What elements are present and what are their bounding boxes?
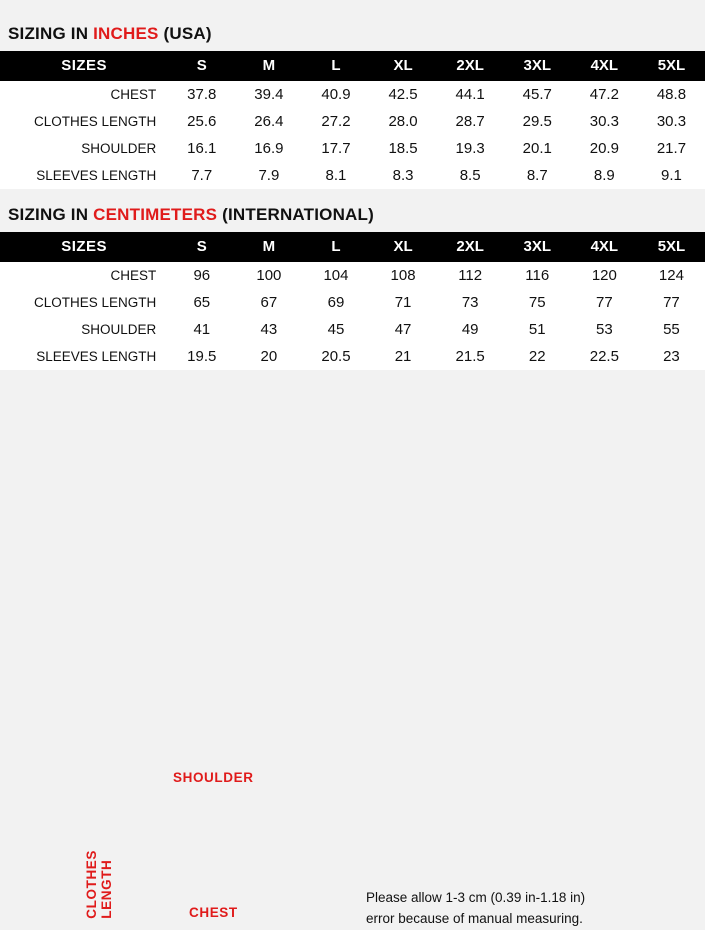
cell: 30.3 xyxy=(656,113,687,130)
centimeters-section-title xyxy=(4,205,374,225)
inches-title-prefix: SIZING IN xyxy=(8,24,94,43)
cell: 44.1 xyxy=(455,86,485,103)
cell: 37.8 xyxy=(187,86,217,103)
row-label-chest: CHEST xyxy=(110,87,157,102)
table-row xyxy=(0,135,705,162)
column-header-3xl: 3XL xyxy=(523,238,551,255)
cell: 96 xyxy=(193,267,211,284)
cell: 49 xyxy=(461,321,479,338)
cell: 7.7 xyxy=(191,167,213,184)
size-table-centimeters xyxy=(0,232,705,370)
cell: 28.0 xyxy=(388,113,418,130)
cell: 8.1 xyxy=(325,167,347,184)
cell: 42.5 xyxy=(388,86,418,103)
cell: 51 xyxy=(528,321,546,338)
column-header-5xl: 5XL xyxy=(657,238,686,255)
cell: 108 xyxy=(390,267,416,284)
cell: 77 xyxy=(663,294,680,311)
cell: 120 xyxy=(591,267,617,284)
cell: 16.9 xyxy=(254,140,284,157)
cell: 8.7 xyxy=(526,167,548,184)
cell: 55 xyxy=(663,321,680,338)
row-label-sleeves-length: SLEEVES LENGTH xyxy=(36,349,157,364)
row-label-chest: CHEST xyxy=(110,268,157,283)
cell: 21.5 xyxy=(455,348,485,365)
note-line-2: error because of manual measuring. xyxy=(366,910,583,926)
cell: 22.5 xyxy=(589,348,619,365)
row-label-clothes-length: CLOTHES LENGTH xyxy=(33,114,157,129)
tshirt-diagram-svg xyxy=(0,380,705,660)
cell: 20.9 xyxy=(589,140,619,157)
cell: 45 xyxy=(327,321,345,338)
note-line-1: Please allow 1-3 cm (0.39 in-1.18 in) xyxy=(366,890,586,905)
column-header-xl: XL xyxy=(393,57,413,74)
cell: 116 xyxy=(525,267,550,284)
cell: 8.9 xyxy=(593,167,615,184)
column-header-sizes: SIZES xyxy=(61,57,108,74)
cm-title-suffix: (INTERNATIONAL) xyxy=(217,205,374,224)
size-table-inches xyxy=(0,51,705,189)
table-header-row xyxy=(0,232,705,262)
inches-section-title xyxy=(4,24,212,44)
cell: 17.7 xyxy=(321,140,351,157)
cell: 9.1 xyxy=(661,167,682,184)
table-row xyxy=(0,289,705,316)
cell: 67 xyxy=(260,294,278,311)
column-header-s: S xyxy=(196,57,207,74)
column-header-m: M xyxy=(262,57,276,74)
column-header-2xl: 2XL xyxy=(456,57,484,74)
row-label-shoulder: SHOULDER xyxy=(81,141,157,156)
cell: 30.3 xyxy=(589,113,619,130)
row-label-clothes-length: CLOTHES LENGTH xyxy=(33,295,157,310)
cell: 77 xyxy=(596,294,613,311)
cell: 43 xyxy=(260,321,278,338)
cell: 29.5 xyxy=(522,113,552,130)
cell: 19.5 xyxy=(187,348,217,365)
table-row xyxy=(0,162,705,189)
cell: 25.6 xyxy=(187,113,217,130)
cell: 112 xyxy=(458,267,483,284)
cell: 27.2 xyxy=(321,113,351,130)
cell: 20.1 xyxy=(522,140,552,157)
cell: 65 xyxy=(193,294,211,311)
measurement-note xyxy=(366,888,666,930)
column-header-2xl: 2XL xyxy=(456,238,484,255)
cell: 40.9 xyxy=(321,86,351,103)
cell: 16.1 xyxy=(187,140,217,157)
cell: 28.7 xyxy=(455,113,485,130)
column-header-4xl: 4XL xyxy=(590,57,619,74)
table-row xyxy=(0,262,705,289)
column-header-sizes: SIZES xyxy=(61,238,108,255)
column-header-s: S xyxy=(196,238,207,255)
cell: 8.5 xyxy=(459,167,481,184)
cell: 8.3 xyxy=(392,167,414,184)
cell: 48.8 xyxy=(656,86,687,103)
table-header-row xyxy=(0,51,705,81)
column-header-l: L xyxy=(331,238,341,255)
column-header-xl: XL xyxy=(393,238,413,255)
cell: 53 xyxy=(596,321,613,338)
clothes-length-measure-label: CLOTHES LENGTH xyxy=(84,850,114,919)
cell: 18.5 xyxy=(388,140,418,157)
table-row xyxy=(0,316,705,343)
cm-title-accent: CENTIMETERS xyxy=(93,205,218,224)
table-row xyxy=(0,343,705,370)
cell: 7.9 xyxy=(258,167,280,184)
inches-title-accent: INCHES xyxy=(93,24,159,43)
inches-title-suffix: (USA) xyxy=(158,24,212,43)
cell: 26.4 xyxy=(254,113,284,130)
cell: 104 xyxy=(323,267,349,284)
tshirt-measurement-diagram xyxy=(0,380,705,926)
column-header-5xl: 5XL xyxy=(657,57,686,74)
cell: 47.2 xyxy=(589,86,619,103)
cell: 73 xyxy=(461,294,479,311)
cell: 22 xyxy=(528,348,546,365)
cell: 20 xyxy=(260,348,278,365)
cell: 23 xyxy=(663,348,680,365)
column-header-l: L xyxy=(331,57,341,74)
shoulder-measure-label: SHOULDER xyxy=(173,770,254,785)
chest-measure-label: CHEST xyxy=(189,905,238,920)
cell: 124 xyxy=(658,267,684,284)
cell: 69 xyxy=(327,294,345,311)
row-label-sleeves-length: SLEEVES LENGTH xyxy=(36,168,157,183)
column-header-3xl: 3XL xyxy=(523,57,551,74)
cell: 21.7 xyxy=(656,140,687,157)
row-label-shoulder: SHOULDER xyxy=(81,322,157,337)
column-header-m: M xyxy=(262,238,276,255)
cell: 20.5 xyxy=(321,348,351,365)
cell: 75 xyxy=(528,294,546,311)
column-header-4xl: 4XL xyxy=(590,238,619,255)
table-row xyxy=(0,108,705,135)
cm-title-prefix: SIZING IN xyxy=(8,205,94,224)
cell: 41 xyxy=(193,321,211,338)
cell: 19.3 xyxy=(455,140,485,157)
cell: 21 xyxy=(394,348,412,365)
cell: 45.7 xyxy=(522,86,552,103)
cell: 71 xyxy=(394,294,412,311)
cell: 100 xyxy=(256,267,282,284)
cell: 39.4 xyxy=(254,86,284,103)
table-row xyxy=(0,81,705,108)
cell: 47 xyxy=(394,321,412,338)
